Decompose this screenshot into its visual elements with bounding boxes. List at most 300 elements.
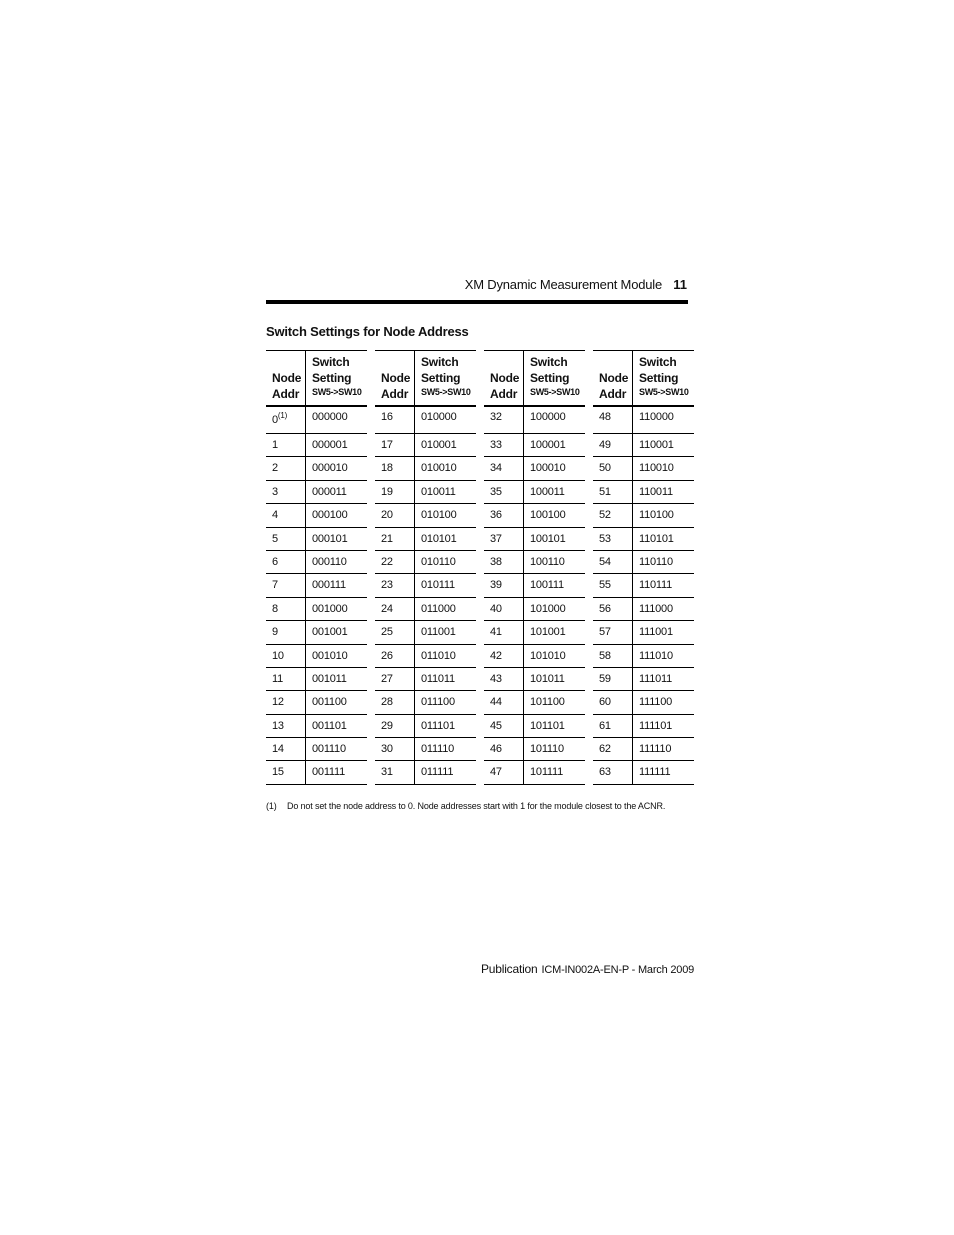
- column-divider: [305, 528, 306, 550]
- node-address: 22: [381, 555, 393, 568]
- switch-setting-value: 100011: [530, 485, 565, 498]
- column-divider: [632, 457, 633, 479]
- column-divider: [632, 574, 633, 596]
- table-row: [375, 528, 476, 551]
- column-divider: [414, 621, 415, 643]
- column-divider: [632, 407, 633, 433]
- table-row: [484, 504, 585, 527]
- switch-setting-value: 001101: [312, 719, 347, 732]
- node-address-cell: [272, 462, 278, 474]
- node-header-line2: Addr: [381, 387, 409, 401]
- node-address-cell: [272, 411, 287, 426]
- node-address-cell: [599, 603, 611, 615]
- switch-setting-value: 010111: [421, 579, 455, 592]
- switch-setting-value: 010000: [421, 411, 457, 423]
- column-divider: [632, 551, 633, 573]
- node-address: 25: [381, 626, 393, 639]
- node-address-cell: [490, 673, 502, 685]
- table-row: [375, 434, 476, 457]
- switch-setting-value: 010011: [421, 485, 456, 498]
- table-row: [484, 528, 585, 551]
- column-divider: [523, 645, 524, 667]
- switch-setting-value: 001110: [312, 743, 346, 756]
- node-address-cell: [490, 509, 502, 521]
- table-row: [484, 738, 585, 761]
- node-address: 60: [599, 696, 611, 709]
- column-divider: [305, 598, 306, 620]
- node-address-cell: [490, 411, 502, 423]
- node-address: 62: [599, 743, 611, 756]
- switch-setting-value: 000001: [312, 439, 348, 451]
- switch-header-line2: Setting: [312, 371, 352, 385]
- table-row: [484, 761, 585, 784]
- node-address: 2: [272, 462, 278, 475]
- node-address-cell: [599, 696, 611, 708]
- node-address: 39: [490, 579, 502, 592]
- column-divider: [632, 715, 633, 737]
- node-address: 51: [599, 485, 611, 498]
- switch-setting-value: 010110: [421, 555, 456, 568]
- node-address: 37: [490, 532, 502, 545]
- node-address: 41: [490, 626, 502, 639]
- table-row: [375, 551, 476, 574]
- table-row: [484, 715, 585, 738]
- table-row: [266, 715, 367, 738]
- node-address: 29: [381, 719, 393, 732]
- table-title: Switch Settings for Node Address: [266, 324, 469, 339]
- table-row: [484, 574, 585, 597]
- node-address: 3: [272, 485, 278, 498]
- column-divider: [414, 645, 415, 667]
- node-header-line2: Addr: [272, 387, 300, 401]
- column-divider: [305, 715, 306, 737]
- table-row: [593, 504, 694, 527]
- switch-setting-value: 010101: [421, 532, 457, 545]
- node-address: 59: [599, 672, 611, 685]
- node-address: 54: [599, 555, 611, 568]
- table-block-1: [266, 350, 367, 785]
- column-divider: [305, 504, 306, 526]
- node-address: 46: [490, 743, 502, 756]
- column-divider: [305, 645, 306, 667]
- switch-setting-value: 000100: [312, 509, 348, 522]
- column-divider: [305, 621, 306, 643]
- switch-setting-value: 111001: [639, 626, 673, 639]
- switch-setting-value: 101110: [530, 743, 564, 756]
- node-address: 15: [272, 766, 284, 779]
- switch-setting-value: 000010: [312, 462, 348, 475]
- switch-setting-value: 110111: [639, 579, 673, 592]
- table-row: [266, 551, 367, 574]
- table-header-row: [375, 350, 476, 407]
- column-divider: [414, 574, 415, 596]
- node-address: 52: [599, 509, 611, 522]
- table-row: [593, 407, 694, 434]
- column-divider: [414, 551, 415, 573]
- table-row: [375, 504, 476, 527]
- switch-setting-value: 011101: [421, 719, 455, 732]
- switch-setting-value: 101100: [530, 696, 565, 709]
- column-divider: [523, 481, 524, 503]
- switch-setting-value: 101111: [530, 766, 564, 779]
- switch-setting-value: 100001: [530, 439, 566, 451]
- table-row: [484, 457, 585, 480]
- table-row: [266, 434, 367, 457]
- node-address: 16: [381, 411, 393, 423]
- switch-setting-value: 111110: [639, 743, 672, 756]
- switch-header-line1: Switch: [639, 355, 677, 369]
- switch-setting-value: 111111: [639, 766, 671, 779]
- column-divider: [632, 598, 633, 620]
- table-row: [484, 621, 585, 644]
- node-address: 55: [599, 579, 611, 592]
- node-address-cell: [599, 743, 611, 755]
- table-row: [266, 574, 367, 597]
- switch-setting-value: 100010: [530, 462, 566, 475]
- table-row: [593, 738, 694, 761]
- table-row: [375, 621, 476, 644]
- node-address-cell: [272, 486, 278, 498]
- node-address-cell: [381, 579, 393, 591]
- node-address: 27: [381, 672, 393, 685]
- node-address-cell: [599, 533, 611, 545]
- switch-range-label: SW5->SW10: [312, 387, 362, 397]
- switch-setting-value: 100111: [530, 579, 564, 592]
- node-address-cell: [272, 743, 284, 755]
- column-divider: [305, 691, 306, 713]
- node-address-cell: [381, 556, 393, 568]
- switch-setting-value: 011011: [421, 672, 455, 685]
- node-address-cell: [490, 462, 502, 474]
- column-divider: [523, 574, 524, 596]
- table-row: [375, 481, 476, 504]
- footer-label: Publication: [481, 962, 538, 976]
- switch-setting-value: 100100: [530, 509, 566, 522]
- node-address-cell: [599, 509, 611, 521]
- node-address-cell: [381, 650, 393, 662]
- node-addr-header: [599, 370, 628, 402]
- table-block-4: [593, 350, 694, 785]
- node-address-cell: [272, 603, 278, 615]
- switch-setting-value: 011010: [421, 649, 456, 662]
- table-row: [593, 621, 694, 644]
- node-header-line2: Addr: [599, 387, 627, 401]
- table-row: [266, 598, 367, 621]
- column-divider: [414, 504, 415, 526]
- node-address: 58: [599, 649, 611, 662]
- node-address-cell: [381, 509, 393, 521]
- column-divider: [414, 351, 415, 405]
- switch-setting-value: 010100: [421, 509, 457, 522]
- column-divider: [414, 434, 415, 456]
- node-address-cell: [490, 696, 502, 708]
- node-address-cell: [599, 720, 611, 732]
- table-row: [375, 715, 476, 738]
- node-address-cell: [381, 766, 393, 778]
- switch-setting-value: 111101: [639, 719, 673, 732]
- node-address: 20: [381, 509, 393, 522]
- switch-setting-value: 111000: [639, 602, 673, 615]
- column-divider: [523, 434, 524, 456]
- table-row: [375, 738, 476, 761]
- column-divider: [632, 621, 633, 643]
- table-row: [375, 761, 476, 784]
- table-row: [593, 574, 694, 597]
- column-divider: [414, 715, 415, 737]
- footer-publication-number: ICM-IN002A-EN-P - March 2009: [541, 964, 695, 976]
- node-header-line1: Node: [490, 371, 520, 385]
- column-divider: [523, 621, 524, 643]
- column-divider: [414, 481, 415, 503]
- table-row: [375, 457, 476, 480]
- table-row: [593, 528, 694, 551]
- column-divider: [632, 481, 633, 503]
- node-address: 23: [381, 579, 393, 592]
- node-address: 14: [272, 743, 284, 756]
- node-address-cell: [381, 696, 393, 708]
- node-address-cell: [490, 486, 502, 498]
- node-address: 31: [381, 766, 393, 779]
- node-address: 48: [599, 411, 611, 423]
- node-header-line1: Node: [381, 371, 411, 385]
- node-address-cell: [599, 673, 611, 685]
- node-address-cell: [381, 486, 393, 498]
- node-address-cell: [490, 766, 502, 778]
- column-divider: [414, 668, 415, 690]
- node-address: 40: [490, 602, 502, 615]
- table-row: [266, 691, 367, 714]
- table-row: [593, 598, 694, 621]
- column-divider: [305, 738, 306, 760]
- node-address: 38: [490, 555, 502, 568]
- switch-setting-value: 111011: [639, 672, 673, 685]
- node-address: 47: [490, 766, 502, 779]
- table-row: [266, 504, 367, 527]
- node-address-cell: [490, 579, 502, 591]
- node-address-cell: [381, 462, 393, 474]
- switch-range-label: SW5->SW10: [639, 387, 689, 397]
- switch-setting-value: 011111: [421, 766, 454, 779]
- node-address-cell: [381, 439, 393, 451]
- table-row: [375, 668, 476, 691]
- switch-setting-header: [421, 354, 471, 398]
- node-address-cell: [490, 743, 502, 755]
- node-address: 1: [272, 439, 278, 451]
- node-address: 49: [599, 439, 611, 451]
- switch-setting-value: 101001: [530, 626, 566, 639]
- node-address-cell: [599, 439, 611, 451]
- header-title: XM Dynamic Measurement Module: [464, 277, 662, 292]
- column-divider: [523, 457, 524, 479]
- switch-setting-value: 000111: [312, 579, 346, 592]
- page-number: 11: [673, 277, 687, 292]
- column-divider: [305, 551, 306, 573]
- switch-setting-value: 101000: [530, 602, 566, 615]
- table-row: [266, 738, 367, 761]
- table-row: [593, 434, 694, 457]
- node-address-cell: [599, 411, 611, 423]
- node-header-line2: Addr: [490, 387, 518, 401]
- node-address-cell: [490, 650, 502, 662]
- table-row: [484, 598, 585, 621]
- node-address: 24: [381, 602, 393, 615]
- table-block-3: [484, 350, 585, 785]
- table-row: [593, 457, 694, 480]
- table-row: [593, 668, 694, 691]
- table-row: [375, 574, 476, 597]
- column-divider: [523, 691, 524, 713]
- switch-header-line2: Setting: [421, 371, 461, 385]
- node-address-cell: [599, 650, 611, 662]
- switch-setting-value: 001001: [312, 626, 348, 639]
- table-header-row: [484, 350, 585, 407]
- switch-range-label: SW5->SW10: [421, 387, 471, 397]
- node-address-cell: [272, 673, 283, 685]
- footnote-mark: (1): [266, 801, 277, 811]
- node-address-cell: [381, 626, 393, 638]
- table-row: [266, 761, 367, 784]
- table-row: [266, 645, 367, 668]
- node-address: 18: [381, 462, 393, 475]
- node-address: 34: [490, 462, 502, 475]
- switch-setting-value: 001100: [312, 696, 347, 709]
- table-row: [375, 407, 476, 434]
- column-divider: [523, 504, 524, 526]
- node-address-cell: [599, 766, 611, 778]
- node-address-cell: [272, 696, 284, 708]
- node-address-cell: [272, 533, 278, 545]
- switch-setting-value: 101011: [530, 672, 565, 685]
- node-addr-header: [272, 370, 301, 402]
- node-address-cell: [381, 720, 393, 732]
- column-divider: [305, 351, 306, 405]
- column-divider: [305, 434, 306, 456]
- node-address-cell: [490, 720, 502, 732]
- node-address: 36: [490, 509, 502, 522]
- switch-header-line1: Switch: [312, 355, 350, 369]
- table-row: [593, 551, 694, 574]
- switch-setting-value: 011110: [421, 743, 455, 756]
- node-address: 26: [381, 649, 393, 662]
- node-address-cell: [599, 462, 611, 474]
- switch-setting-value: 111010: [639, 649, 673, 662]
- switch-setting-value: 100000: [530, 411, 566, 423]
- column-divider: [523, 598, 524, 620]
- table-row: [484, 668, 585, 691]
- column-divider: [305, 407, 306, 433]
- node-address-cell: [272, 579, 278, 591]
- node-addr-header: [381, 370, 410, 402]
- table-row: [593, 691, 694, 714]
- switch-setting-value: 000000: [312, 411, 348, 423]
- table-row: [484, 434, 585, 457]
- column-divider: [523, 528, 524, 550]
- running-header: [266, 272, 688, 304]
- table-row: [266, 407, 367, 434]
- table-row: [484, 551, 585, 574]
- switch-setting-value: 011000: [421, 602, 456, 615]
- switch-setting-value: 101010: [530, 649, 566, 662]
- node-addr-header: [490, 370, 519, 402]
- node-address-cell: [599, 626, 611, 638]
- switch-setting-value: 101101: [530, 719, 565, 732]
- switch-setting-value: 110110: [639, 555, 673, 568]
- node-address: 32: [490, 411, 502, 423]
- node-address: 45: [490, 719, 502, 732]
- table-row: [375, 645, 476, 668]
- node-address-cell: [599, 556, 611, 568]
- column-divider: [414, 407, 415, 433]
- node-address: 56: [599, 602, 611, 615]
- table-row: [266, 668, 367, 691]
- table-row: [484, 645, 585, 668]
- node-address-cell: [490, 603, 502, 615]
- node-address-cell: [381, 411, 393, 423]
- node-address: 17: [381, 439, 393, 451]
- switch-setting-header: [530, 354, 580, 398]
- table-row: [375, 598, 476, 621]
- footnote: [266, 801, 665, 811]
- column-divider: [523, 738, 524, 760]
- node-address: 21: [381, 532, 393, 545]
- switch-setting-value: 010010: [421, 462, 457, 475]
- node-address: 19: [381, 485, 393, 498]
- table-row: [375, 691, 476, 714]
- node-address-cell: [490, 556, 502, 568]
- column-divider: [305, 668, 306, 690]
- table-row: [266, 528, 367, 551]
- node-address: 53: [599, 532, 611, 545]
- node-address: 9: [272, 626, 278, 639]
- column-divider: [632, 504, 633, 526]
- node-address-cell: [272, 650, 284, 662]
- node-address: 8: [272, 602, 278, 615]
- node-address-cell: [381, 743, 393, 755]
- node-address-cell: [599, 579, 611, 591]
- switch-setting-value: 110011: [639, 485, 673, 498]
- column-divider: [632, 691, 633, 713]
- column-divider: [523, 351, 524, 405]
- node-header-line1: Node: [272, 371, 302, 385]
- column-divider: [632, 434, 633, 456]
- node-address: 33: [490, 439, 502, 451]
- table-row: [484, 407, 585, 434]
- column-divider: [305, 574, 306, 596]
- switch-setting-value: 000101: [312, 532, 348, 545]
- switch-setting-value: 100110: [530, 555, 565, 568]
- node-header-line1: Node: [599, 371, 629, 385]
- switch-setting-header: [639, 354, 689, 398]
- table-row: [266, 621, 367, 644]
- switch-header-line1: Switch: [530, 355, 568, 369]
- table-row: [593, 761, 694, 784]
- switch-setting-value: 001000: [312, 602, 348, 615]
- table-row: [484, 691, 585, 714]
- switch-setting-value: 110010: [639, 462, 674, 475]
- switch-setting-value: 110001: [639, 439, 674, 451]
- column-divider: [523, 715, 524, 737]
- node-address: 63: [599, 766, 611, 779]
- node-address: 28: [381, 696, 393, 709]
- node-address-cell: [490, 439, 502, 451]
- node-address-cell: [490, 626, 502, 638]
- switch-header-line1: Switch: [421, 355, 459, 369]
- column-divider: [523, 407, 524, 433]
- column-divider: [414, 598, 415, 620]
- column-divider: [632, 351, 633, 405]
- switch-setting-value: 011100: [421, 696, 455, 709]
- column-divider: [632, 738, 633, 760]
